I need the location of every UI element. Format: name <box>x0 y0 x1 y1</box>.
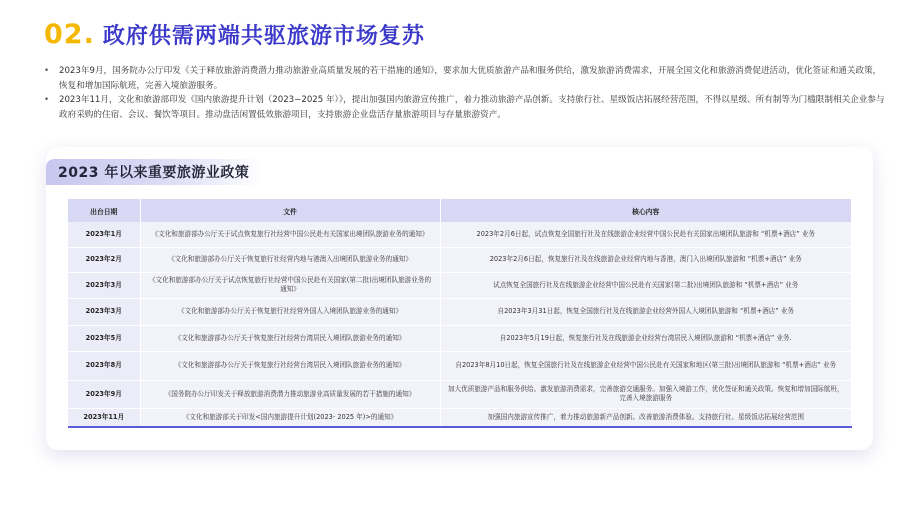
table-row <box>68 380 852 408</box>
policy-card <box>46 147 873 450</box>
cell-file: 《国务院办公厅印发关于释放旅游消费潜力推动旅游业高质量发展的若干措施的通知》 <box>140 380 440 408</box>
policy-table <box>68 199 852 428</box>
cell-date: 2023年11月 <box>68 408 140 427</box>
cell-content: 自2023年8月10日起，恢复全国旅行社及在线旅游企业经营中国公民赴有关国家和地区(第三批)出境团队旅游和 “机票+酒店” 业务 <box>440 351 852 380</box>
cell-file: 《文化和旅游部办公厅关于试点恢复旅行社经营中国公民赴有关国家出境团队旅游业务的通知》 <box>140 222 440 247</box>
table-row <box>68 222 852 247</box>
section-number: 02. <box>44 18 95 50</box>
cell-file: 《文化和旅游部关于印发<国内旅游提升计划(2023- 2025 年)>的通知》 <box>140 408 440 427</box>
cell-content: 自2023年5月19日起，恢复旅行社及在线旅游企业经营台湾居民入境团队旅游和 “机票+酒店” 业务. <box>440 325 852 351</box>
cell-date: 2023年3月 <box>68 272 140 298</box>
column-header-content: 核心内容 <box>440 199 852 222</box>
cell-file: 《文化和旅游部办公厅关于恢复旅行社经营内地与港澳入出境团队旅游业务的通知》 <box>140 247 440 272</box>
column-header-date: 出台日期 <box>68 199 140 222</box>
cell-date: 2023年9月 <box>68 380 140 408</box>
table-row <box>68 351 852 380</box>
page-title <box>44 14 425 54</box>
cell-date: 2023年5月 <box>68 325 140 351</box>
table-row <box>68 298 852 325</box>
bullet-dot-icon: • <box>44 66 50 76</box>
cell-content: 加大优质旅游产品和服务供给。激发旅游消费需求，完善旅游交通服务。加强入境游工作，优化签证和通关政策。恢复和增加国际航班，完善入境旅游服务 <box>440 380 852 408</box>
bullet-text: 2023年9月，国务院办公厅印发《关于释放旅游消费潜力推动旅游业高质量发展的若干措施的通知》，要求加大优质旅游产品和服务供给，激发旅游消费需求，开展全国文化和旅游消费促进活动，优化签证和通关政策，恢复和增加国际航班，完善入境旅游服务。 <box>59 66 882 91</box>
cell-content: 2023年2月6日起，恢复旅行社及在线旅游企业经营内地与香港，澳门入出境团队旅游和 “机票+酒店” 业务 <box>440 247 852 272</box>
section-title: 政府供需两端共驱旅游市场复苏 <box>102 23 425 49</box>
cell-file: 《文化和旅游部办公厅关于恢复旅行社经营台湾居民入境团队旅游业务的通知》 <box>140 325 440 351</box>
table-row <box>68 325 852 351</box>
cell-content: 2023年2月6日起，试点恢复全国旅行社及在线旅游企业经营中国公民赴有关国家出境团队旅游和 “机票+酒店” 业务 <box>440 222 852 247</box>
table-row <box>68 408 852 427</box>
cell-file: 《文化和旅游部办公厅关于恢复旅行社经营外国人入境团队旅游业务的通知》 <box>140 298 440 325</box>
bullet-text: 2023年11月，文化和旅游部印发《国内旅游提升计划（2023−2025 年）》，提出加强国内旅游宣传推广，着力推动旅游产品创新。支持旅行社、星级饭店拓展经营范围，不得以星级、所有制等为门槛限制相关企业参与政府采购的住宿、会议、餐饮等项目。推动盘活闲置低效旅游项目，支持旅游企业盘活存量旅游项目与存量旅游资产。 <box>59 95 885 120</box>
cell-date: 2023年3月 <box>68 298 140 325</box>
cell-file: 《文化和旅游部办公厅关于试点恢复旅行社经营中国公民赴有关国家(第二批)出境团队旅游业务的通知》 <box>140 272 440 298</box>
table-header-row <box>68 199 852 222</box>
card-title: 2023 年以来重要旅游业政策 <box>58 165 250 181</box>
bullet-item <box>44 93 886 122</box>
cell-date: 2023年2月 <box>68 247 140 272</box>
column-header-file: 文件 <box>140 199 440 222</box>
cell-content: 自2023年3月31日起，恢复全国旅行社及在线旅游企业经营外国人入境团队旅游和 “机票+酒店” 业务 <box>440 298 852 325</box>
cell-date: 2023年1月 <box>68 222 140 247</box>
card-header <box>46 159 262 185</box>
cell-date: 2023年8月 <box>68 351 140 380</box>
cell-content: 加强国内旅游宣传推广，着力推动旅游新产品创新。改善旅游消费体验。支持旅行社、星级饭店拓展经营范围 <box>440 408 852 427</box>
table-row <box>68 247 852 272</box>
bullet-list <box>44 64 886 122</box>
table-row <box>68 272 852 298</box>
cell-file: 《文化和旅游部办公厅关于恢复旅行社经营台湾居民入境团队旅游业务的通知》 <box>140 351 440 380</box>
bullet-item <box>44 64 886 93</box>
cell-content: 试点恢复全国旅行社及在线旅游企业经营中国公民赴有关国家(第二批)出境团队旅游和 “机票+酒店” 业务 <box>440 272 852 298</box>
bullet-dot-icon: • <box>44 95 50 105</box>
